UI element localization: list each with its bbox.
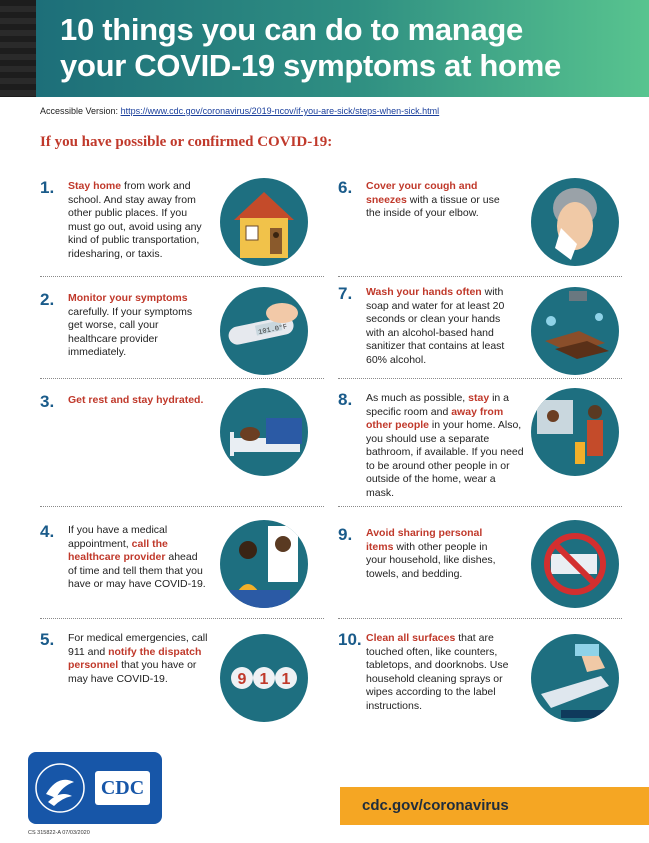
- divider: [338, 618, 622, 619]
- family-separation-icon: [531, 388, 619, 476]
- bed-rest-icon: [220, 388, 308, 476]
- item-text: As much as possible, stay in a specific room and away from other people in your home. Also, you should use a separate bathroom, if available. If you need to be around other people in or outside of the home, wear a mask.: [366, 392, 524, 499]
- item-text: Wash your hands often with soap and water for at least 20 seconds or clean your hands with an alcohol-based hand sanitizer that contains at least 60% alcohol.: [366, 286, 505, 366]
- digit-1-second: 1: [281, 671, 291, 688]
- item-text: If you have a medical appointment, call the healthcare provider ahead of time and tell them that you have or may have COVID-19.: [68, 524, 206, 590]
- divider: [338, 276, 622, 277]
- tissue-sneeze-icon: [531, 178, 619, 266]
- item-text: Clean all surfaces that are touched often, like counters, tabletops, and doorknobs. Use household cleaning sprays or wipes according to the label instructions.: [366, 632, 509, 712]
- item-number: 3.: [40, 392, 55, 411]
- footer-url[interactable]: cdc.gov/coronavirus: [340, 787, 649, 825]
- item-text: Stay home from work and school. And stay away from other public places. If you must go out, avoid using any kind of public transportation, ridesharing, or taxis.: [68, 180, 202, 260]
- item-number: 4.: [40, 522, 55, 541]
- thermometer-icon: [220, 287, 308, 375]
- hand-washing-icon: [531, 287, 619, 375]
- item-text: Get rest and stay hydrated.: [68, 394, 204, 406]
- page-title: [60, 12, 620, 84]
- item-number: 9.: [338, 525, 353, 544]
- accessible-link[interactable]: https://www.cdc.gov/coronavirus/2019-ncov/if-you-are-sick/steps-when-sick.html: [120, 106, 440, 116]
- item-number: 5.: [40, 630, 55, 649]
- item-text: Monitor your symptoms carefully. If your symptoms get worse, call your healthcare provider immediately.: [68, 292, 193, 358]
- thermometer-reading: 101.0°F: [257, 323, 289, 338]
- item-number: 6.: [338, 178, 353, 197]
- divider: [338, 506, 622, 507]
- item-number: 1.: [40, 178, 55, 197]
- item-text: Avoid sharing personal items with other people in your household, like dishes, towels, and bedding.: [366, 527, 496, 580]
- title-line-1: 10 things you can do to manage: [60, 12, 523, 47]
- title-line-2: your COVID-19 symptoms at home: [60, 48, 561, 83]
- divider: [40, 378, 324, 379]
- cdc-logo: CDC: [95, 771, 150, 805]
- item-number: 7.: [338, 284, 353, 303]
- divider: [338, 378, 622, 379]
- accessible-label: Accessible Version:: [40, 106, 119, 116]
- cleaning-spray-icon: [531, 634, 619, 722]
- item-text: Cover your cough and sneezes with a tissue or use the inside of your elbow.: [366, 180, 500, 219]
- item-number: 10.: [338, 630, 362, 649]
- digit-1: 1: [259, 671, 269, 688]
- no-sharing-icon: [531, 520, 619, 608]
- divider: [40, 276, 324, 277]
- header-banner: [0, 0, 649, 97]
- divider: [40, 506, 324, 507]
- house-icon: [220, 178, 308, 266]
- phone-call-icon: [220, 520, 308, 608]
- item-text: For medical emergencies, call 911 and notify the dispatch personnel that you have or may have COVID-19.: [68, 632, 208, 685]
- item-number: 2.: [40, 290, 55, 309]
- emergency-911-icon: [220, 634, 308, 722]
- subtitle: If you have possible or confirmed COVID-19:: [40, 134, 333, 150]
- document-code: CS 315822-A 07/03/2020: [28, 830, 90, 836]
- item-number: 8.: [338, 390, 353, 409]
- header-stripe: [0, 0, 36, 97]
- digit-9: 9: [237, 671, 247, 688]
- accessible-version: [40, 106, 439, 116]
- divider: [40, 618, 324, 619]
